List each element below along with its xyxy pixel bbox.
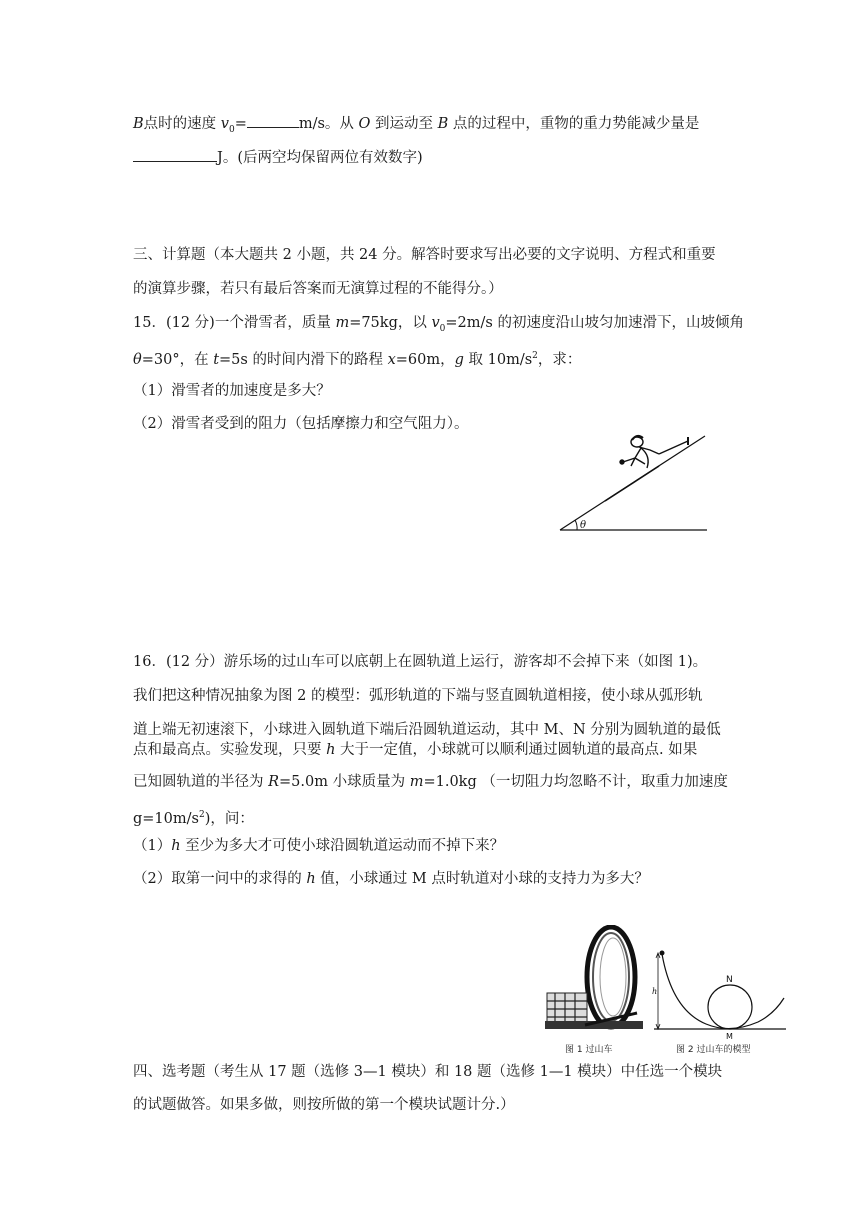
section3-heading-line-2: 的演算步骤，若只有最后答案而无演算过程的不能得分。） (133, 281, 503, 297)
skier-icon (620, 436, 688, 468)
q16-line-2: 我们把这种情况抽象为图 2 的模型：弧形轨道的下端与竖直圆轨道相接，使小球从弧形轨 (133, 688, 703, 704)
loop-track (708, 985, 752, 1029)
point-n-label: N (726, 975, 733, 985)
q16-line-4-text: 点和最高点。实验发现，只要 h 大于一定值，小球就可以顺利通过圆轨道的最高点. 如果 (133, 742, 698, 758)
q16-line-1: 16．(12 分）游乐场的过山车可以底朝上在圆轨道上运行，游客却不会掉下来（如图 1)。 (133, 654, 708, 670)
answer-blank-energy[interactable] (133, 147, 217, 162)
coaster-model-diagram (650, 940, 790, 1040)
q14-line-2: J。(后两空均保留两位有效数字) (133, 147, 423, 168)
q15-line-2: θ=30°，在 t=5s 的时间内滑下的路程 x=60m，g 取 $10m/s^2$，求： (133, 351, 582, 368)
section4-heading-line-1: 四、选考题（考生从 17 题（选修 3—1 模块）和 18 题（选修 1—1 模块）中任选一个模块 (133, 1064, 723, 1080)
section3-heading-line-1: 三、计算题（本大题共 2 小题，共 24 分。解答时要求写出必要的文字说明、方程式和重要 (133, 247, 716, 263)
q14-line-1: B点时的速度 $v_0= m/s$。从 O 到运动至 B 点的过程中，重物的重力势能减少量是 (133, 113, 699, 140)
answer-blank-velocity[interactable] (247, 113, 299, 128)
curved-track (662, 954, 784, 1029)
q16-line-5: 已知圆轨道的半径为 R=5.0m 小球质量为 m=1.0kg （一切阻力均忽略不计，取重力加速度 (133, 774, 728, 790)
q16-part-1: （1）h 至少为多大才可使小球沿圆轨道运动而不掉下来？ (133, 838, 505, 854)
height-label: h (652, 987, 658, 996)
skier-slope-figure (555, 428, 715, 536)
q16-part-2: （2）取第一问中的求得的 h 值，小球通过 M 点时轨道对小球的支持力为多大？ (133, 871, 649, 887)
fig2-caption: 图 2 过山车的模型 (676, 1045, 751, 1055)
point-m-label: M (726, 1032, 733, 1040)
ski (605, 466, 659, 501)
q16-line-6: $g=10m/s^2$)，问： (133, 810, 254, 827)
angle-arc (575, 520, 577, 530)
angle-label: θ (580, 520, 587, 531)
roller-coaster-photo (545, 925, 645, 1035)
fig1-caption: 图 1 过山车 (565, 1045, 613, 1055)
ball-icon (660, 951, 665, 956)
q15-part-1: （1）滑雪者的加速度是多大？ (133, 383, 331, 399)
q15-part-2: （2）滑雪者受到的阻力（包括摩擦力和空气阻力）。 (133, 416, 469, 432)
q15-line-1: 15．(12 分)一个滑雪者，质量 m=75kg，以 $v_0=2m/s$ 的初速度沿山坡匀加速滑下，山坡倾角 (133, 315, 744, 334)
q16-line-3: 道上端无初速滚下，小球进入圆轨道下端后沿圆轨道运动，其中 M、N 分别为圆轨道的最低 (133, 722, 721, 738)
section4-heading-line-2: 的试题做答。如果多做，则按所做的第一个模块试题计分.） (133, 1097, 515, 1113)
